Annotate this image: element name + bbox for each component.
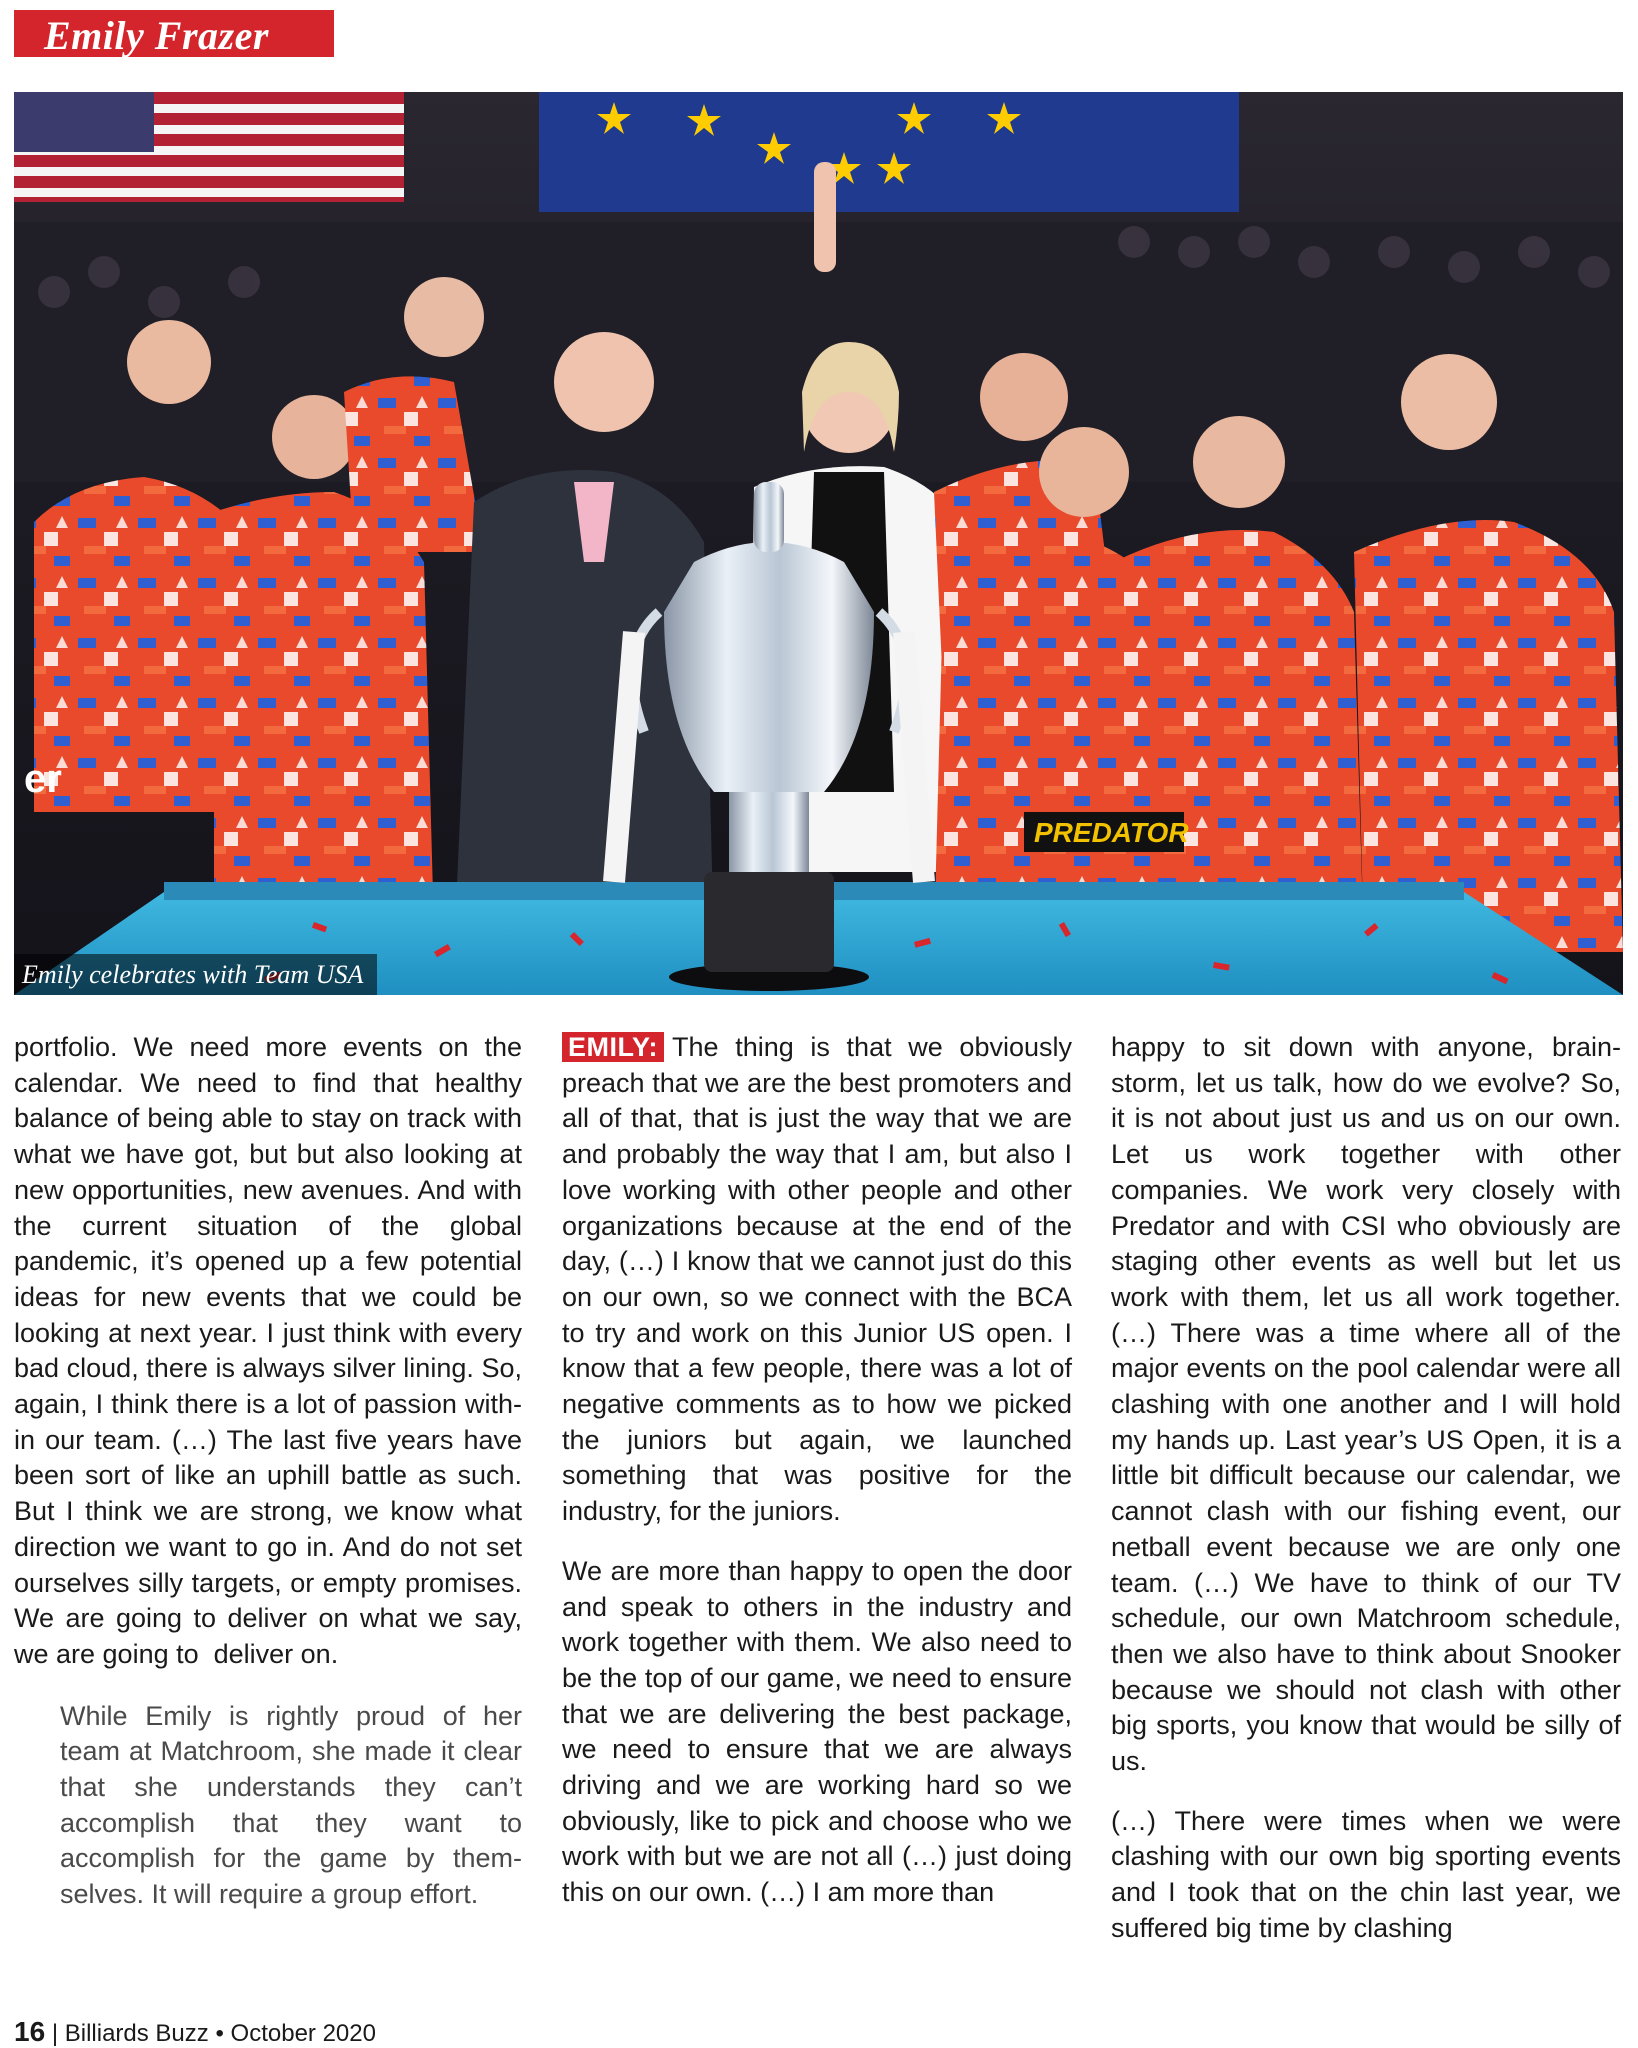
footer-separator: | (51, 2020, 59, 2047)
page-footer (14, 2016, 376, 2048)
photo-team-usa-icon (14, 92, 1623, 995)
svg-text:PREDATOR: PREDATOR (1034, 817, 1189, 848)
article-paragraph-text: The thing is that we obviously preach that we are the best promoters and all of that, that is just the way that we are and probably the way that I am, but also I love working with other people and other organizations because at the end of the day, (…) I know that we cannot just do this on our own, so we connect with the BCA to try and work on this Junior US open. I know that a few people, there was a lot of negative comments as to how we picked the juniors but again, we launched something that was positive for the industry, for the juniors. (562, 1032, 1072, 1527)
magazine-name: Billiards Buzz (64, 2020, 209, 2047)
article-paragraph: (…) There were times when we were clashing with our own big sporting events and I took that on the chin last year, we suffered big time by clashing (1111, 1805, 1621, 1943)
pull-quote: While Emily is rightly proud of her team at Matchroom, she made it clear that she understands they can’t accomplish that they want to accomplish for the game by themselves. It will require a group effort. (60, 1700, 522, 1910)
svg-text:er: er (24, 757, 62, 801)
article-column-3 (1111, 1030, 1621, 1947)
article-column-1 (14, 1030, 522, 1913)
article-paragraph: portfolio. We need more events on the calendar. We need to find that healthy balance of being able to stay on track with what we have got, but but also looking at new opportunities, new avenues. And with the current situation of the global pandemic, it’s opened up a few potential ideas for new events that we could be looking at next year. I just think with every bad cloud, there is always silver lining. So, again, I think there is a lot of passion within our team. (…) The last five years have been sort of like an uphill battle as such. But I think we are strong, we know what direction we want to go in. And do not set ourselves silly targets, or empty promises. We are going to deliver on what we say, we are going to deliver on. (14, 1032, 522, 1669)
photo-caption: Emily celebrates with Team USA (14, 954, 377, 995)
page-number: 16 (14, 2016, 46, 2047)
issue-date: October 2020 (230, 2020, 376, 2047)
speaker-label: EMILY: (562, 1032, 664, 1062)
article-column-2 (562, 1030, 1072, 1911)
article-paragraph: We are more than happy to open the door and speak to others in the industry and work together with them. We also need to be the top of our game, we need to ensure that we are delivering the best package, we need to ensure that we are always driving and we are working hard so we obviously, like to pick and choose who we work with but we are not all (…) just doing this on our own. (…) I am more than (562, 1555, 1072, 1908)
article-paragraph (562, 1030, 1072, 1530)
footer-bullet: • (215, 2020, 224, 2047)
header-name: Emily Frazer (44, 13, 269, 58)
header-name-tag (14, 10, 334, 57)
article-paragraph: happy to sit down with anyone, brainstorm, let us talk, how do we evolve? So, it is not about just us and us on our own. Let us work together with other companies. We work very closely with Predator and with CSI who obviously are staging other events as well but let us work with them, let us all work together. (…) There was a time where all of the major events on the pool calendar were all clashing with one another and I will hold my hands up. Last year’s US Open, it is a little bit difficult because our calendar, we cannot clash with our fishing event, our netball event because we are only one team. (…) We have to think of our TV schedule, our own Matchroom schedule, then we also have to think about Snooker because we should not clash with other big sports, you know that would be silly of us. (1111, 1032, 1621, 1777)
team-photo (14, 92, 1623, 995)
